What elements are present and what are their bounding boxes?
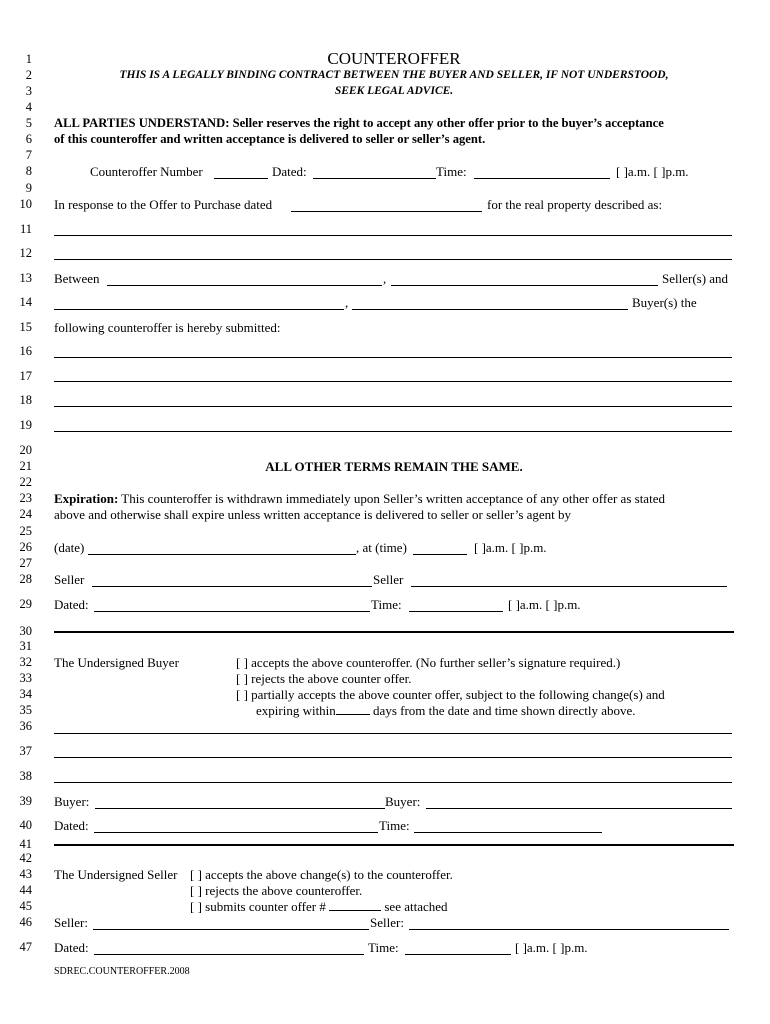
seller-signature-2-field[interactable] — [411, 586, 727, 587]
final-seller-signature-1-field[interactable] — [93, 929, 369, 930]
line-number: 32 — [19, 655, 32, 669]
terms-line-3[interactable] — [54, 406, 732, 407]
date-label: (date) — [54, 540, 85, 555]
line-number: 10 — [19, 197, 32, 211]
line-number: 31 — [19, 639, 32, 653]
at-time-label: , at (time) — [356, 540, 407, 555]
submits-counter-offer-label: [ ] submits counter offer # — [190, 899, 326, 914]
am-pm-checkbox[interactable]: [ ]a.m. [ ]p.m. — [616, 164, 689, 179]
change-line-2[interactable] — [54, 757, 732, 758]
expiration-am-pm-checkbox[interactable]: [ ]a.m. [ ]p.m. — [474, 540, 547, 555]
buyer-label: Buyer: — [54, 794, 90, 809]
line-number: 8 — [25, 164, 32, 178]
line-number: 24 — [19, 507, 32, 521]
line-number: 4 — [25, 100, 32, 114]
seller-time-field[interactable] — [409, 611, 503, 612]
buyer-rejects-checkbox[interactable]: [ ] rejects the above counter offer. — [236, 671, 412, 686]
subtitle-line-2: SEEK LEGAL ADVICE. — [334, 85, 454, 97]
line-number: 2 — [25, 68, 32, 82]
buyer-time-field[interactable] — [414, 832, 602, 833]
buyer-dated-field[interactable] — [94, 832, 378, 833]
comma: , — [345, 295, 349, 310]
line-number: 16 — [19, 344, 32, 358]
line-number: 45 — [19, 899, 32, 913]
time-label: Time: — [371, 597, 402, 612]
line-number: 47 — [19, 940, 32, 954]
line-number: 1 — [25, 52, 32, 66]
line-number: 12 — [19, 246, 32, 260]
dated-label: Dated: — [54, 597, 89, 612]
subtitle-line-1: THIS IS A LEGALLY BINDING CONTRACT BETWEEN THE BUYER AND SELLER, IF NOT UNDERSTOOD, — [119, 69, 669, 81]
terms-line-4[interactable] — [54, 431, 732, 432]
line-number: 43 — [19, 867, 32, 881]
buyer-label: Buyer: — [385, 794, 421, 809]
section-divider — [54, 844, 734, 846]
line-number: 13 — [19, 271, 32, 285]
final-seller-time-field[interactable] — [405, 954, 511, 955]
buyer-signature-1-field[interactable] — [95, 808, 385, 809]
line-number: 25 — [19, 524, 32, 538]
line-number: 18 — [19, 393, 32, 407]
time-label: Time: — [436, 164, 467, 179]
seller-name-2-field[interactable] — [391, 285, 658, 286]
undersigned-seller-label: The Undersigned Seller — [54, 867, 178, 882]
buyers-the-label: Buyer(s) the — [632, 295, 697, 310]
line-number: 5 — [25, 116, 32, 130]
expiration-label: Expiration: — [54, 491, 119, 506]
line-number: 39 — [19, 794, 32, 808]
expiration-time-field[interactable] — [413, 554, 467, 555]
expiration-date-field[interactable] — [88, 554, 356, 555]
line-number: 20 — [19, 443, 32, 457]
line-number: 44 — [19, 883, 32, 897]
seller-rejects-checkbox[interactable]: [ ] rejects the above counteroffer. — [190, 883, 363, 898]
line-number: 27 — [19, 556, 32, 570]
expiring-within-text — [256, 703, 636, 718]
counter-offer-number-field[interactable] — [329, 899, 381, 911]
line-number: 26 — [19, 540, 32, 554]
line-number: 29 — [19, 597, 32, 611]
understand-line-2: of this counteroffer and written acceptance is delivered to seller or seller’s agent. — [54, 132, 486, 146]
line-number: 3 — [25, 84, 32, 98]
seller-counter-offer-checkbox[interactable] — [190, 899, 448, 914]
comma: , — [383, 271, 387, 286]
buyer-accepts-checkbox[interactable]: [ ] accepts the above counteroffer. (No further seller’s signature required.) — [236, 655, 621, 670]
seller-label: Seller — [373, 572, 404, 587]
dated-label: Dated: — [272, 164, 307, 179]
seller-name-1-field[interactable] — [107, 285, 382, 286]
terms-line-2[interactable] — [54, 381, 732, 382]
line-number: 42 — [19, 851, 32, 865]
time-label: Time: — [379, 818, 410, 833]
line-number: 11 — [19, 222, 32, 236]
buyer-name-2-field[interactable] — [352, 309, 628, 310]
expiring-within-label: expiring within — [256, 703, 336, 718]
understand-line-1: ALL PARTIES UNDERSTAND: Seller reserves the right to accept any other offer prior to the buyer’s acceptance — [54, 116, 664, 130]
dated-label: Dated: — [54, 818, 89, 833]
line-number: 41 — [19, 837, 32, 851]
response-label: In response to the Offer to Purchase dated — [54, 197, 273, 212]
line-number: 21 — [19, 459, 32, 473]
buyer-signature-2-field[interactable] — [426, 808, 732, 809]
buyer-name-1-field[interactable] — [54, 309, 344, 310]
seller-label: Seller — [54, 572, 85, 587]
seller-label: Seller: — [370, 915, 404, 930]
line-number: 36 — [19, 719, 32, 733]
sellers-and-label: Seller(s) and — [662, 271, 729, 286]
following-text: following counteroffer is hereby submitted: — [54, 320, 281, 335]
line-number: 7 — [25, 148, 32, 162]
dated-field[interactable] — [313, 178, 436, 179]
counteroffer-number-label: Counteroffer Number — [90, 164, 203, 179]
change-line-1[interactable] — [54, 733, 732, 734]
days-field[interactable] — [336, 703, 370, 715]
line-number: 37 — [19, 744, 32, 758]
time-label: Time: — [368, 940, 399, 955]
line-number: 38 — [19, 769, 32, 783]
counteroffer-number-field[interactable] — [214, 178, 268, 179]
dated-label: Dated: — [54, 940, 89, 955]
line-number: 40 — [19, 818, 32, 832]
line-number: 19 — [19, 418, 32, 432]
line-number: 35 — [19, 703, 32, 717]
form-footer-code: SDREC.COUNTEROFFER.2008 — [54, 966, 190, 977]
undersigned-buyer-label: The Undersigned Buyer — [54, 655, 179, 670]
seller-dated-field[interactable] — [94, 611, 370, 612]
seller-signature-1-field[interactable] — [92, 586, 372, 587]
line-number: 28 — [19, 572, 32, 586]
time-field[interactable] — [474, 178, 610, 179]
see-attached-label: see attached — [384, 899, 448, 914]
line-number: 23 — [19, 491, 32, 505]
seller-accepts-checkbox[interactable]: [ ] accepts the above change(s) to the counteroffer. — [190, 867, 453, 882]
property-line-2[interactable] — [54, 259, 732, 260]
terms-line-1[interactable] — [54, 357, 732, 358]
line-number: 9 — [25, 181, 32, 195]
final-seller-signature-2-field[interactable] — [409, 929, 729, 930]
line-number: 6 — [25, 132, 32, 146]
line-number: 22 — [19, 475, 32, 489]
page-title: COUNTEROFFER — [327, 49, 461, 68]
days-text: days from the date and time shown directly above. — [369, 703, 636, 718]
final-seller-dated-field[interactable] — [94, 954, 364, 955]
line-number: 30 — [19, 624, 32, 638]
section-divider — [54, 631, 734, 633]
line-number: 17 — [19, 369, 32, 383]
expiration-line-2: above and otherwise shall expire unless written acceptance is delivered to seller or seller’s agent by — [54, 507, 572, 522]
line-number: 46 — [19, 915, 32, 929]
seller-label: Seller: — [54, 915, 88, 930]
buyer-partially-accepts-checkbox[interactable]: [ ] partially accepts the above counter offer, subject to the following change(s) and — [236, 687, 665, 702]
line-number: 14 — [19, 295, 32, 309]
property-line-1[interactable] — [54, 235, 732, 236]
final-am-pm-checkbox[interactable]: [ ]a.m. [ ]p.m. — [515, 940, 588, 955]
offer-date-field[interactable] — [291, 211, 482, 212]
change-line-3[interactable] — [54, 782, 732, 783]
line-number: 33 — [19, 671, 32, 685]
line-number: 15 — [19, 320, 32, 334]
expiration-text-1: This counteroffer is withdrawn immediately upon Seller’s written acceptance of any other offer as stated — [118, 491, 665, 506]
between-label: Between — [54, 271, 100, 286]
seller-am-pm-checkbox[interactable]: [ ]a.m. [ ]p.m. — [508, 597, 581, 612]
response-suffix: for the real property described as: — [487, 197, 663, 212]
other-terms-heading: ALL OTHER TERMS REMAIN THE SAME. — [265, 459, 523, 474]
expiration-line-1 — [54, 491, 665, 506]
line-number: 34 — [19, 687, 32, 701]
